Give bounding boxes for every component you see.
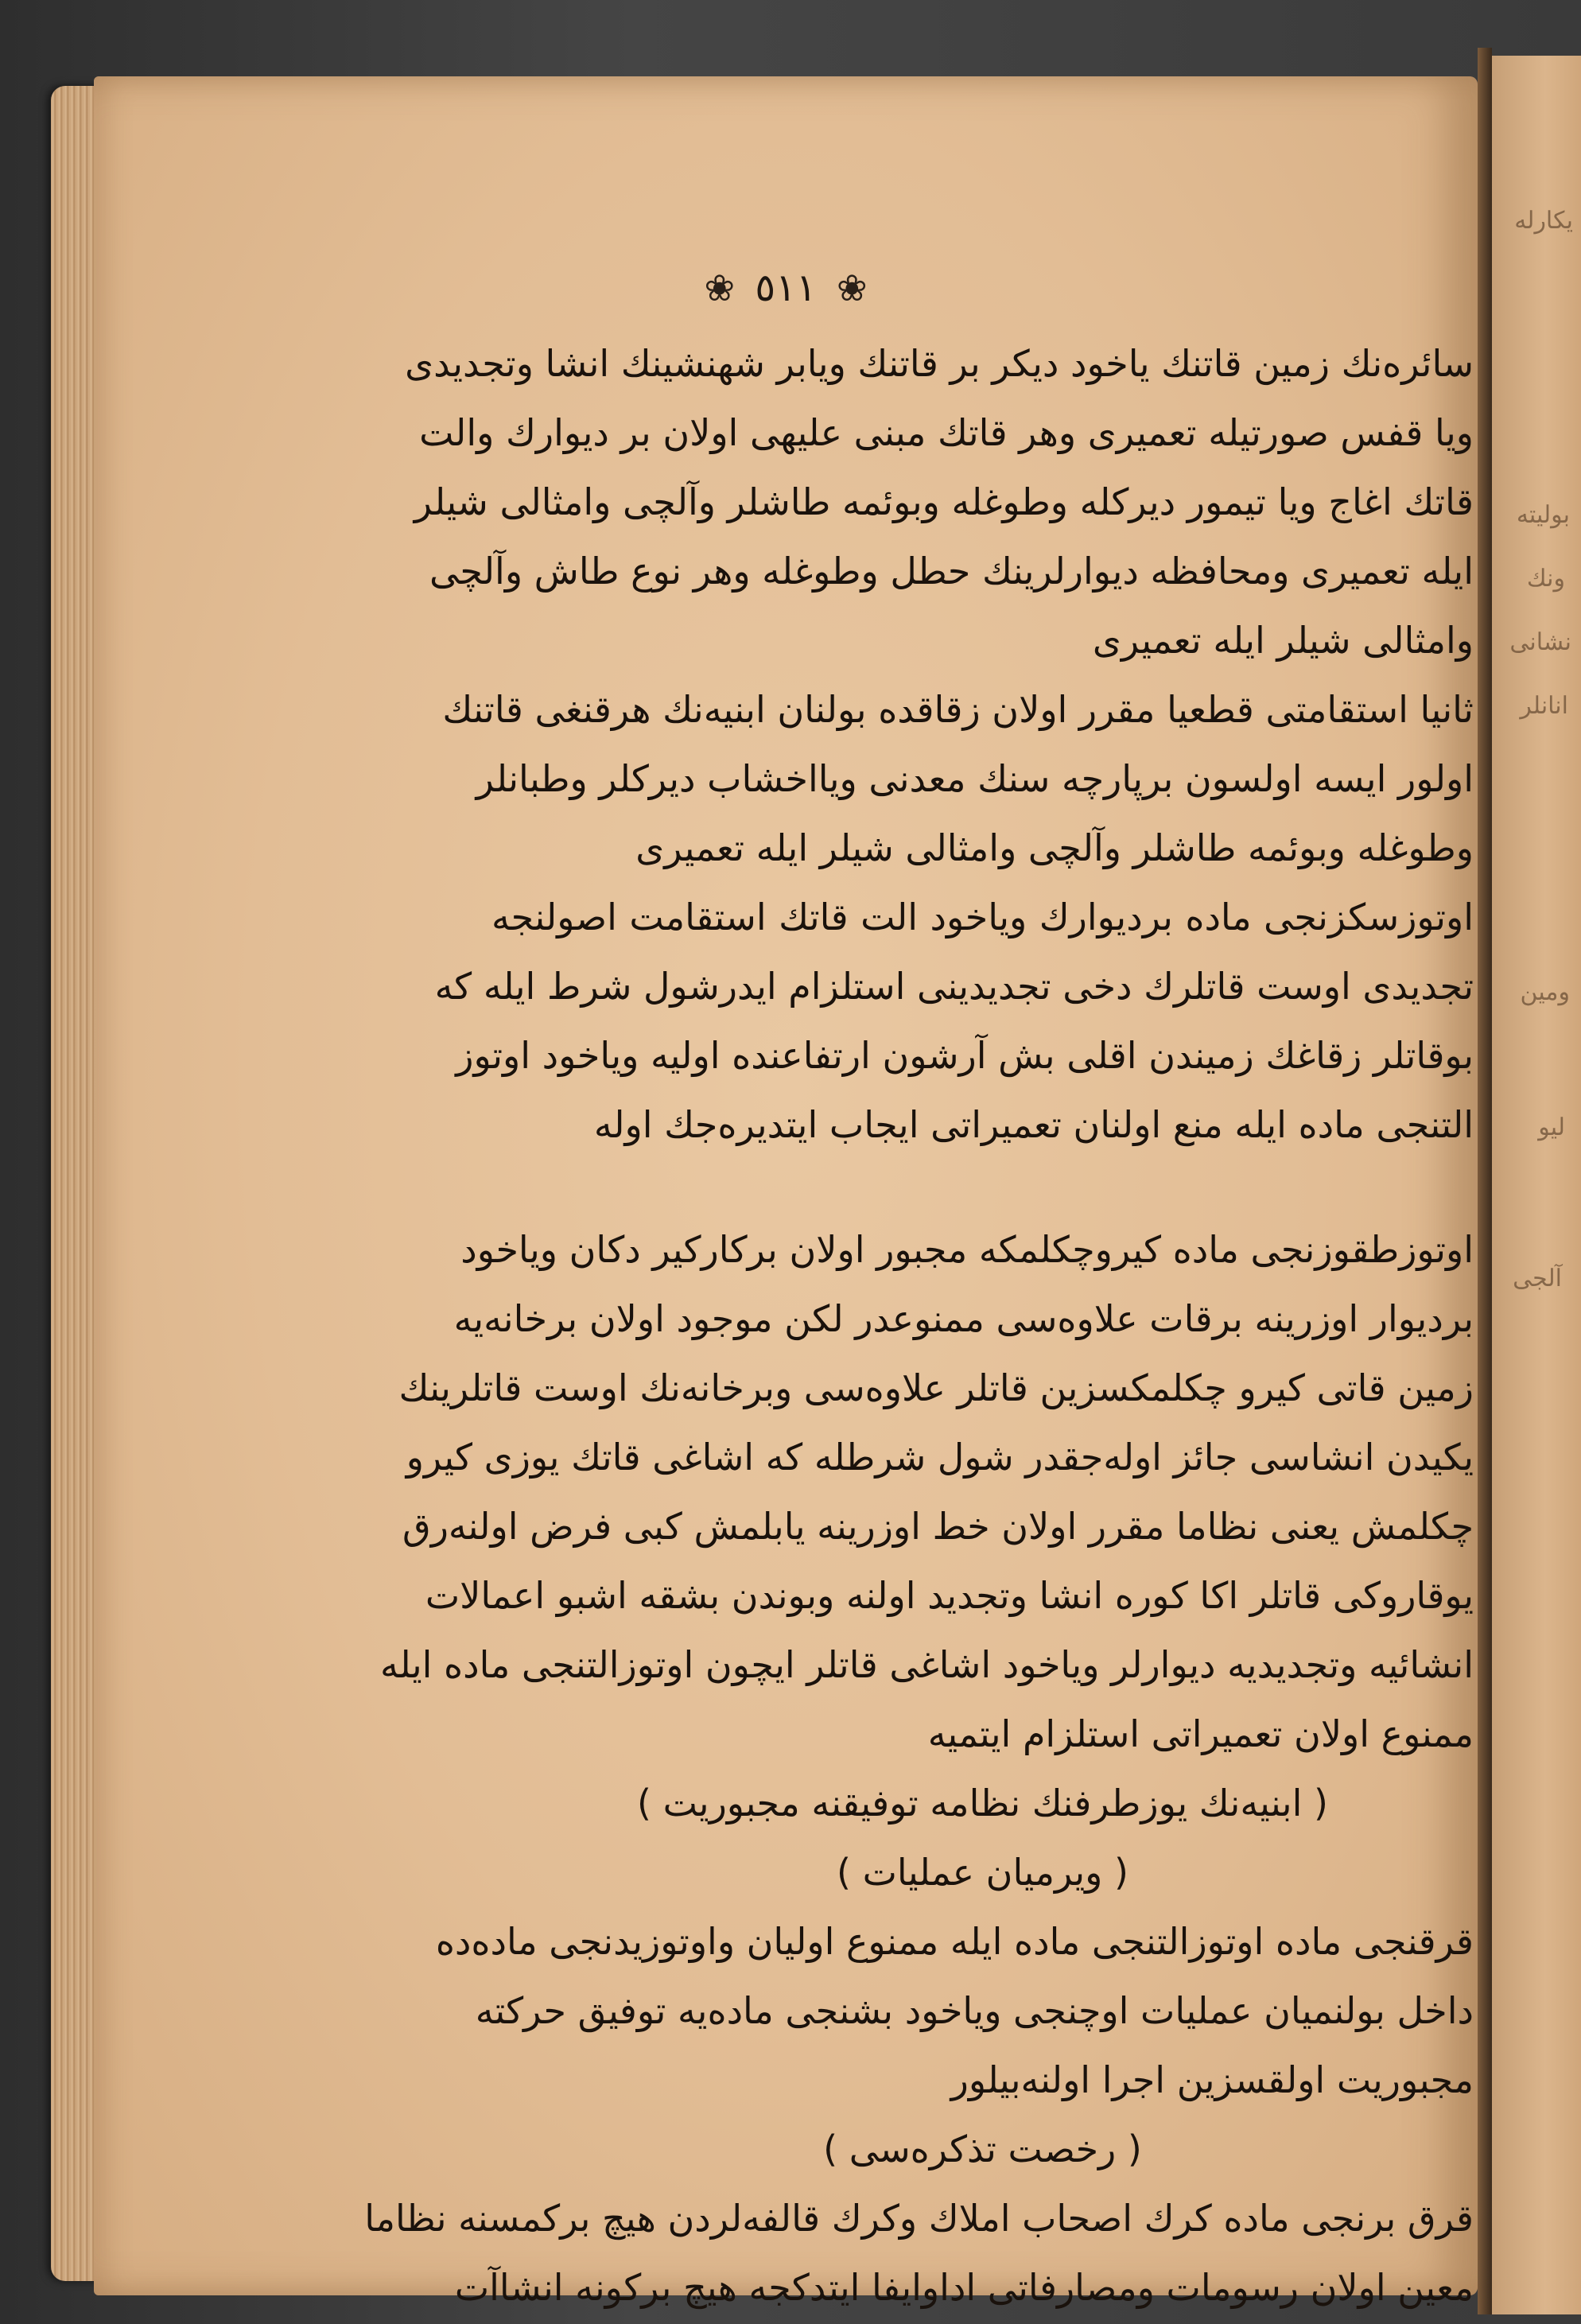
facing-page-text: يكارله: [1514, 207, 1573, 235]
text-line: معين اولان رسومات ومصارفاتی اداوايفا ايتدكجه هيچ بركونه انشاآت: [454, 2266, 1474, 2309]
facing-page-text: ومين: [1520, 978, 1570, 1006]
text-line: داخل بولنميان عمليات اوچنجی وياخود بشنجی ماده‌يه توفيق حركته: [475, 1989, 1474, 2032]
section-heading: ( ابنيه‌نك يوزطرفنك نظامه توفيقنه مجبوريت ): [637, 1782, 1328, 1825]
text-line: ايله تعميری ومحافظه ديوارلرينك حطل وطوغله وهر نوع طاش وآلچی: [429, 550, 1474, 593]
ornament-right-icon: ❀: [836, 266, 868, 309]
text-line: اوتوزسكزنجی ماده برديوارك وياخود الت قاتك استقامت اصولنجه: [491, 896, 1474, 939]
text-line: تجديدی اوست قاتلرك دخی تجديدينی استلزام ايدرشول شرط ايله كه: [434, 965, 1474, 1008]
text-line: زمين قاتی كيرو چكلمكسزين قاتلر علاوه‌سی وبرخانه‌نك اوست قاتلرينك: [398, 1366, 1474, 1409]
text-line: انشائيه وتجديديه ديوارلر وياخود اشاغی قاتلر ايچون اوتوزالتنجی ماده ايله: [379, 1643, 1474, 1686]
text-line: التنجی ماده ايله منع اولنان تعميراتی ايجاب ايتديره‌جك اوله: [593, 1103, 1474, 1146]
text-line: برديوار اوزرينه برقات علاوه‌سی ممنوعدر لكن موجود اولان برخانه‌يه: [453, 1297, 1474, 1340]
text-line: بوقاتلر زقاغك زميندن اقلی بش آرشون ارتفاعنده اوليه وياخود اوتوز: [456, 1034, 1474, 1077]
page-number-value: ٥١١: [755, 266, 817, 310]
text-line: وامثالی شيلر ايله تعميری: [1092, 619, 1474, 662]
section-heading: ( ويرميان عمليات ): [837, 1851, 1128, 1894]
text-line: چكلمش يعنی نظاما مقرر اولان خط اوزرينه يابلمش كبی فرض اولنه‌رق: [402, 1505, 1474, 1548]
text-line: اوتوزطقوزنجی ماده كيروچكلمكه مجبور اولان بركاركير دكان وياخود: [460, 1228, 1474, 1271]
facing-page-text: آلجی: [1513, 1265, 1562, 1292]
ornament-left-icon: ❀: [704, 266, 736, 309]
text-line: سائره‌نك زمين قاتنك ياخود ديكر بر قاتنك ويابر شهنشينك انشا وتجديدی: [405, 342, 1474, 385]
book-page: [94, 76, 1478, 2309]
section-heading: ( رخصت تذكره‌سی ): [823, 2128, 1142, 2170]
text-line: قرق برنجی ماده كرك اصحاب املاك وكرك قالفه‌لردن هيچ بركمسنه نظاما: [364, 2197, 1474, 2240]
page-number: [94, 266, 1478, 310]
book-gutter: [1478, 48, 1492, 2314]
facing-page-text: ونك: [1526, 565, 1565, 593]
facing-page-text: ليو: [1538, 1113, 1565, 1141]
text-line: اولور ايسه اولسون برپارچه سنك معدنی ويااخشاب ديركلر وطبانلر: [476, 757, 1474, 800]
text-line: ويا قفس صورتيله تعميری وهر قاتك مبنی عليهی اولان بر ديوارك والت: [419, 411, 1474, 454]
text-line: قرقنجی ماده اوتوزالتنجی ماده ايله ممنوع اوليان واوتوزيدنجی ماده‌ده: [435, 1920, 1474, 1963]
text-line: قاتك اغاج ويا تيمور ديركله وطوغله وبوئمه طاشلر وآلچی وامثالی شيلر: [414, 480, 1474, 523]
text-line: وطوغله وبوئمه طاشلر وآلچی وامثالی شيلر ايله تعميری: [635, 826, 1474, 869]
text-line: يكيدن انشاسی جائز اوله‌جقدر شول شرطله كه اشاغی قاتك يوزی كيرو: [406, 1436, 1474, 1479]
facing-page-text: بوليته: [1516, 501, 1570, 529]
paragraph-gap: [491, 1160, 1474, 1215]
facing-page-text: انانلر: [1520, 692, 1568, 720]
facing-page: [1492, 56, 1581, 2314]
facing-page-text: نشانی: [1509, 628, 1571, 656]
text-line: ممنوع اولان تعميراتی استلزام ايتميه: [927, 1712, 1474, 1755]
text-block: [364, 329, 1474, 2322]
text-line: يوقاروكی قاتلر اكا كوره انشا وتجديد اولنه وبوندن بشقه اشبو اعمالات: [425, 1574, 1474, 1617]
text-line: ثانيا استقامتی قطعيا مقرر اولان زقاقده بولنان ابنيه‌نك هرقنغی قاتنك: [442, 688, 1474, 731]
text-line: مجبوريت اولقسزين اجرا اولنه‌بيلور: [950, 2058, 1474, 2101]
